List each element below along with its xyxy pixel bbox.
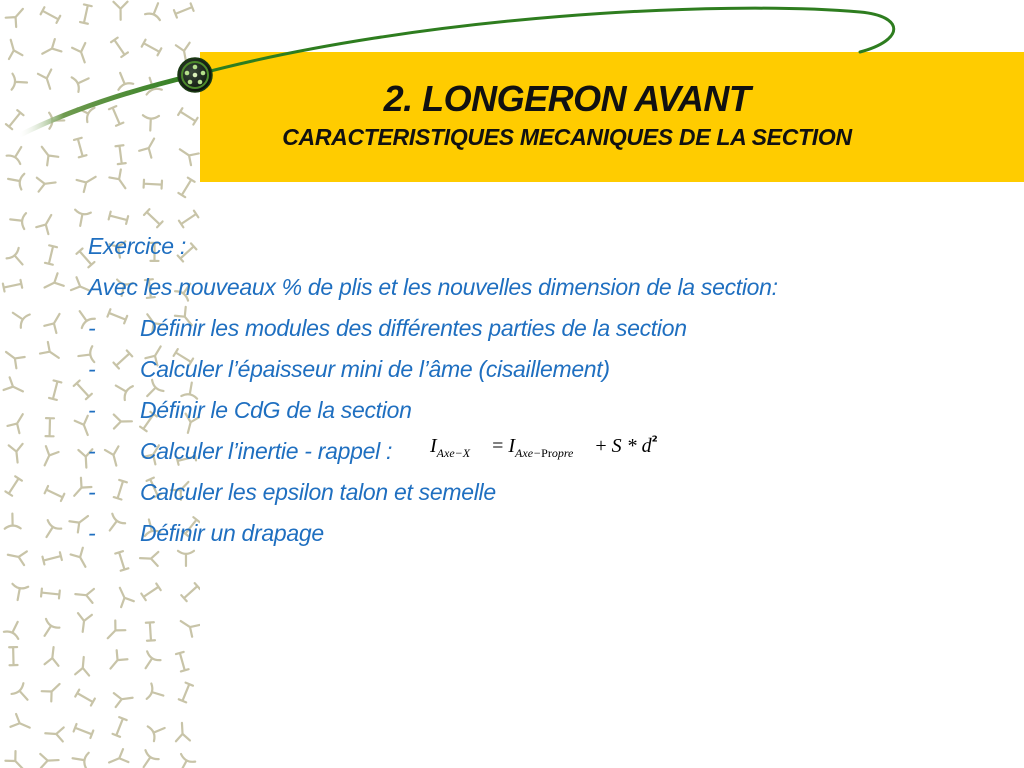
list-item xyxy=(88,355,778,396)
list-item-text: Calculer l’inertie - rappel : xyxy=(140,438,393,464)
formula-rhs-inertia: I xyxy=(508,435,516,457)
list-item xyxy=(88,478,778,519)
formula-lhs: I xyxy=(430,435,437,457)
inertia-formula xyxy=(430,434,658,461)
bullet-dash: - xyxy=(88,479,96,505)
formula-rhs-subscript-b: Pr xyxy=(541,446,552,460)
exercise-heading: Exercice : xyxy=(88,233,186,259)
formula-term: S * d xyxy=(611,435,652,457)
slide-title: 2. LONGERON AVANT xyxy=(383,78,751,119)
list-item xyxy=(88,396,778,437)
bullet-dash: - xyxy=(88,315,96,341)
body-text xyxy=(88,232,778,560)
bullet-dash: - xyxy=(88,520,96,546)
list-item xyxy=(88,314,778,355)
bullet-dash: - xyxy=(88,438,96,464)
exercise-lead: Avec les nouveaux % de plis et les nouvelles dimension de la section: xyxy=(88,274,778,300)
list-item xyxy=(88,519,778,560)
list-item-text: Calculer les epsilon talon et semelle xyxy=(140,479,496,505)
bullet-dash: - xyxy=(88,397,96,423)
formula-rhs-subscript-a: Axe− xyxy=(515,446,542,460)
formula-square: ² xyxy=(651,434,658,450)
list-item-text: Définir les modules des différentes parties de la section xyxy=(140,315,687,341)
formula-equals: = xyxy=(492,435,504,457)
slide-subtitle: CARACTERISTIQUES MECANIQUES DE LA SECTION xyxy=(282,124,852,150)
formula-plus: + xyxy=(595,435,607,457)
bullet-dash: - xyxy=(88,356,96,382)
list-item-text: Définir le CdG de la section xyxy=(140,397,412,423)
list-item-text: Calculer l’épaisseur mini de l’âme (cisaillement) xyxy=(140,356,610,382)
formula-lhs-subscript: Axe−X xyxy=(436,446,471,460)
formula-rhs-subscript-c: opre xyxy=(551,446,574,460)
list-item-text: Définir un drapage xyxy=(140,520,324,546)
